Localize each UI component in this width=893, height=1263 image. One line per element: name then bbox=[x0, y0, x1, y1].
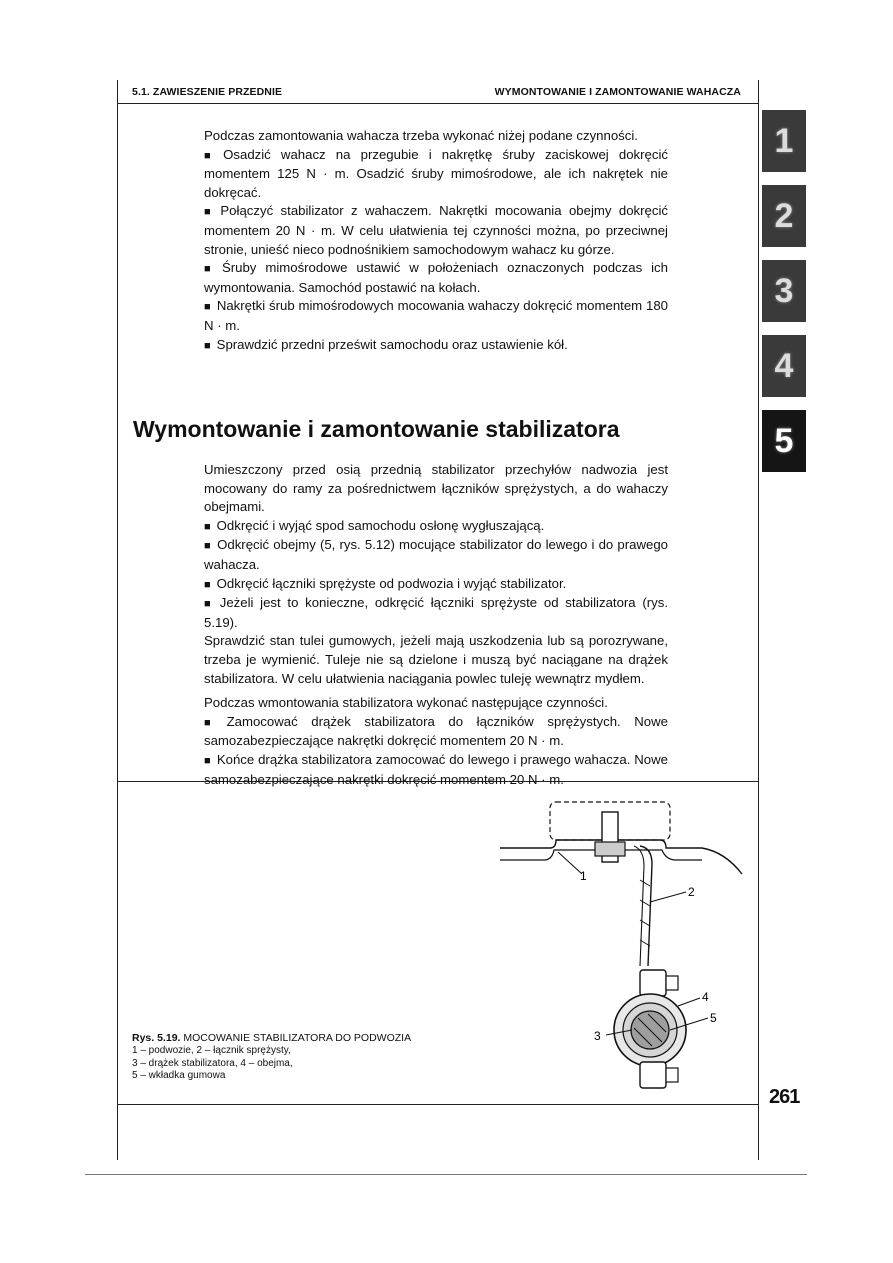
spring-link bbox=[640, 846, 652, 966]
chapter-tab[interactable] bbox=[762, 185, 806, 247]
chapter-tab-label: 5 bbox=[774, 421, 794, 460]
chapter-tab-active[interactable] bbox=[762, 410, 806, 472]
header-rule bbox=[117, 103, 758, 104]
chapter-tab-label: 3 bbox=[774, 271, 794, 310]
section-step: ■ Jeżeli jest to konieczne, odkręcić łączniki sprężyste od stabilizatora (rys. 5.19). bbox=[204, 594, 668, 632]
upper-clamp-bolt bbox=[666, 976, 678, 990]
intro-instructions bbox=[204, 127, 668, 355]
caption-legend-line: 3 – drążek stabilizatora, 4 – obejma, bbox=[132, 1057, 293, 1069]
intro-step: ■ Nakrętki śrub mimośrodowych mocowania wahaczy dokręcić momentem 180 N · m. bbox=[204, 297, 668, 335]
chapter-tab-label: 2 bbox=[774, 196, 794, 235]
chapter-tabs bbox=[762, 110, 806, 485]
leader-line bbox=[678, 998, 700, 1006]
chapter-tab[interactable] bbox=[762, 260, 806, 322]
intro-step: ■ Połączyć stabilizator z wahaczem. Nakrętki mocowania obejmy dokręcić momentem 20 N · m. W celu ułatwienia tej czynności można, po przeciwnej stronie, unieść nieco podnośnikiem samochodowym wahacz ku górze. bbox=[204, 202, 668, 259]
callout-number: 5 bbox=[710, 1011, 717, 1025]
chapter-tab-label: 1 bbox=[774, 121, 794, 160]
lower-clamp-nut bbox=[640, 1062, 666, 1088]
section-paragraph: Umieszczony przed osią przednią stabilizator przechyłów nadwozia jest mocowany do ramy za pośrednictwem łączników sprężystych, a do wahaczy obejmami. bbox=[204, 462, 668, 515]
callout-number: 4 bbox=[702, 990, 709, 1004]
chapter-tab[interactable] bbox=[762, 335, 806, 397]
stabilizer-mount-diagram bbox=[480, 790, 750, 1095]
intro-lead: Podczas zamontowania wahacza trzeba wykonać niżej podane czynności. bbox=[204, 128, 638, 143]
leader-line bbox=[558, 852, 582, 874]
spring-link-inner bbox=[634, 846, 644, 966]
callout-number: 3 bbox=[594, 1029, 601, 1043]
caption-legend-line: 5 – wkładka gumowa bbox=[132, 1070, 226, 1082]
section-step: ■ Odkręcić łączniki sprężyste od podwozia i wyjąć stabilizator. bbox=[204, 575, 668, 595]
figure-caption bbox=[132, 1032, 411, 1083]
chapter-tab-label: 4 bbox=[774, 346, 794, 385]
leader-line bbox=[650, 892, 686, 902]
right-margin-rule bbox=[758, 80, 759, 1160]
spring-hatch bbox=[640, 880, 650, 886]
caption-title: MOCOWANIE STABILIZATORA DO PODWOZIA bbox=[183, 1032, 412, 1044]
section-body bbox=[204, 461, 668, 789]
callout-number: 2 bbox=[688, 885, 695, 899]
intro-step: ■ Osadzić wahacz na przegubie i nakrętkę śruby zaciskowej dokręcić momentem 125 N · m. Osadzić śruby mimośrodowe, ale ich nakrętek nie dokręcać. bbox=[204, 146, 668, 203]
section-paragraph: Sprawdzić stan tulei gumowych, jeżeli mają uszkodzenia lub są porozrywane, trzeba je wymienić. Tuleje nie są dzielone i muszą być naciągane na drążek stabilizatora. W celu ułatwienia naciągania powlec tuleję wewnątrz mydłem. bbox=[204, 633, 668, 686]
mount-nut bbox=[595, 842, 625, 856]
callout-number: 1 bbox=[580, 869, 587, 883]
caption-label: Rys. 5.19. bbox=[132, 1032, 181, 1044]
running-header-right: WYMONTOWANIE I ZAMONTOWANIE WAHACZA bbox=[494, 86, 741, 98]
upper-clamp-nut bbox=[640, 970, 666, 996]
section-step: ■ Odkręcić obejmy (5, rys. 5.12) mocujące stabilizator do lewego i do prawego wahacza. bbox=[204, 536, 668, 574]
left-margin-rule bbox=[117, 80, 118, 1160]
intro-step: ■ Śruby mimośrodowe ustawić w położeniach oznaczonych podczas ich wymontowania. Samochód postawić na kołach. bbox=[204, 259, 668, 297]
section-paragraph: Podczas wmontowania stabilizatora wykonać następujące czynności. bbox=[204, 695, 608, 711]
caption-legend-line: 1 – podwozie, 2 – łącznik sprężysty, bbox=[132, 1044, 291, 1056]
section-step: ■ Zamocować drążek stabilizatora do łączników sprężystych. Nowe samozabezpieczające nakrętki dokręcić momentem 20 N · m. bbox=[204, 713, 668, 751]
chapter-tab[interactable] bbox=[762, 110, 806, 172]
section-step: ■ Końce drążka stabilizatora zamocować do lewego i prawego wahacza. Nowe samozabezpieczające nakrętki dokręcić momentem 20 N · m. bbox=[204, 751, 668, 789]
section-heading: Wymontowanie i zamontowanie stabilizatora bbox=[133, 416, 620, 442]
page-bottom-rule bbox=[85, 1174, 807, 1175]
section-step: ■ Odkręcić i wyjąć spod samochodu osłonę wygłuszającą. bbox=[204, 517, 668, 537]
spring-hatch bbox=[640, 900, 650, 906]
page-number: 261 bbox=[769, 1086, 800, 1108]
running-header-left: 5.1. ZAWIESZENIE PRZEDNIE bbox=[132, 86, 283, 98]
figure-bottom-rule bbox=[117, 1104, 758, 1105]
intro-step: ■ Sprawdzić przedni prześwit samochodu oraz ustawienie kół. bbox=[204, 336, 668, 356]
caption-title-line bbox=[132, 1032, 411, 1045]
lower-clamp-bolt bbox=[666, 1068, 678, 1082]
